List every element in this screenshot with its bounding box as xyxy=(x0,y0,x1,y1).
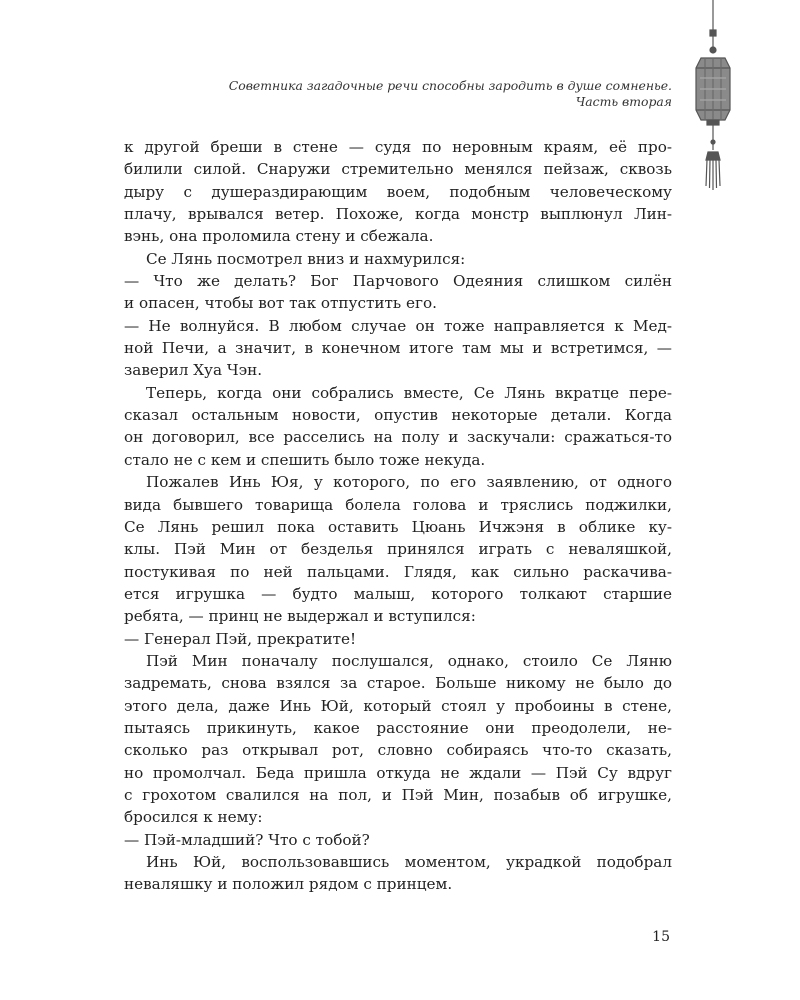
running-header xyxy=(72,78,672,110)
text-line: Инь Юй, воспользовавшись моментом, украдкой подобрал xyxy=(146,853,672,871)
page-number: 15 xyxy=(652,929,670,945)
text-line: сколько раз открывал рот, словно собираясь что-то сказать, xyxy=(124,741,672,760)
text-line: и опасен, чтобы вот так отпустить его. xyxy=(124,294,437,313)
text-line: — Что же делать? Бог Парчового Одеяния слишком силён xyxy=(124,272,672,291)
text-line: пытаясь прикинуть, какое расстояние они преодолели, не- xyxy=(124,718,672,737)
text-line: билили силой. Снаружи стремительно менялся пейзаж, сквозь xyxy=(124,160,672,179)
text-line: Се Лянь решил пока оставить Цюань Ичжэня в облике ку- xyxy=(124,517,672,536)
text-line: этого дела, даже Инь Юй, который стоял у пробоины в стене, xyxy=(124,696,672,715)
text-line: — Не волнуйся. В любом случае он тоже направляется к Мед- xyxy=(124,316,672,335)
text-line: плачу, врывался ветер. Похоже, когда монстр выплюнул Лин- xyxy=(124,205,672,224)
text-line: с грохотом свалился на пол, и Пэй Мин, позабыв об игрушке, xyxy=(124,785,672,804)
text-line: Теперь, когда они собрались вместе, Се Лянь вкратце пере- xyxy=(146,383,672,402)
text-line: сказал остальным новости, опустив некоторые детали. Когда xyxy=(124,406,672,425)
text-line: к другой бреши в стене — судя по неровным краям, её про- xyxy=(124,138,672,156)
text-line: ется игрушка — будто малыш, которого толкают старшие xyxy=(124,584,672,603)
text-line: но промолчал. Беда пришла откуда не ждали — Пэй Су вдруг xyxy=(124,763,672,782)
text-line: ребята, — принц не выдержал и вступился: xyxy=(124,607,476,626)
body-text xyxy=(124,136,672,896)
hanging-lantern-icon xyxy=(688,0,738,196)
text-line: — Генерал Пэй, прекратите! xyxy=(124,629,357,648)
text-line: задремать, снова взялся за старое. Больше никому не было до xyxy=(124,674,672,693)
text-line: заверил Хуа Чэн. xyxy=(124,361,263,380)
text-line: ной Печи, а значит, в конечном итоге там мы и встретимся, — xyxy=(124,339,672,358)
text-line: Пэй Мин поначалу послушался, однако, стоило Се Ляню xyxy=(146,651,672,670)
text-line: клы. Пэй Мин от безделья принялся играть с неваляшкой, xyxy=(124,540,672,559)
text-line: вида бывшего товарища болела голова и тряслись поджилки, xyxy=(124,495,672,514)
text-line: дыру с душераздирающим воем, подобным человеческому xyxy=(124,182,672,201)
text-line: вэнь, она проломила стену и сбежала. xyxy=(124,227,434,246)
text-line: он договорил, все расселись на полу и заскучали: сражаться-то xyxy=(124,428,672,447)
running-header-title: Советника загадочные речи способны зародить в душе сомненье. xyxy=(228,78,672,93)
text-line: бросился к нему: xyxy=(124,808,263,827)
text-line: — Пэй-младший? Что с тобой? xyxy=(124,830,370,849)
text-line: стало не с кем и спешить было тоже некуда. xyxy=(124,450,486,469)
text-line: Се Лянь посмотрел вниз и нахмурился: xyxy=(146,249,466,268)
running-header-part: Часть вторая xyxy=(575,94,672,109)
text-line: Пожалев Инь Юя, у которого, по его заявлению, от одного xyxy=(146,473,672,492)
text-line: неваляшку и положил рядом с принцем. xyxy=(124,875,453,894)
text-line: постукивая по ней пальцами. Глядя, как сильно раскачива- xyxy=(124,562,672,581)
